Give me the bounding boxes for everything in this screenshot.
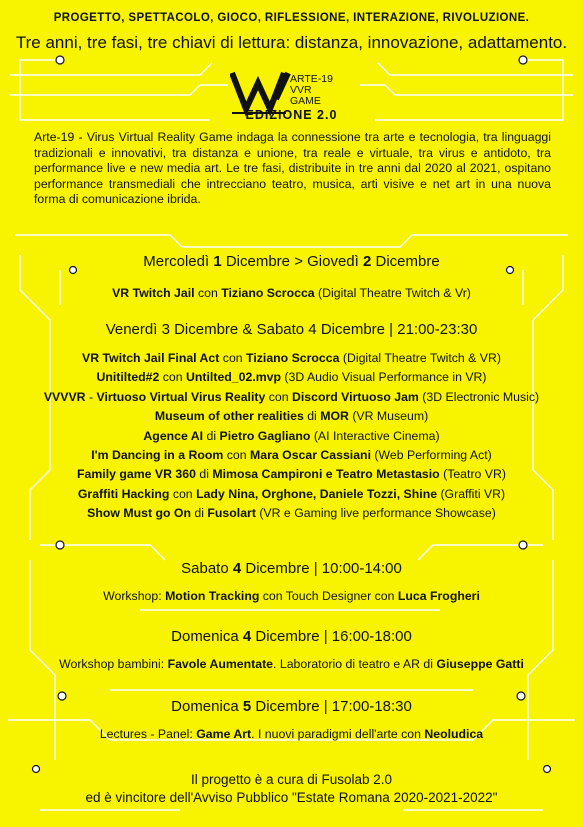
schedule-event xyxy=(0,658,583,670)
text-run: . I nuovi paradigmi dell'arte con xyxy=(251,727,425,741)
text-run: con xyxy=(223,448,250,462)
schedule-event xyxy=(0,468,583,480)
text-run: Workshop bambini: xyxy=(59,657,168,671)
text-run: di xyxy=(191,506,208,521)
text-run: Domenica xyxy=(171,698,243,715)
highlight-text: Favole Aumentate xyxy=(167,657,274,671)
highlight-text: Giuseppe Gatti xyxy=(436,657,524,671)
logo-text-line: GAME xyxy=(290,95,321,107)
logo-text-line: VVR xyxy=(290,84,312,96)
subtitle: Tre anni, tre fasi, tre chiavi di lettura: distanza, innovazione, adattamento. xyxy=(15,33,568,52)
highlight-text: I'm Dancing in a Room xyxy=(91,448,224,462)
highlight-text: 5 xyxy=(242,698,252,715)
highlight-text: Untilted_02.mvp xyxy=(186,370,282,385)
text-run: (Graffiti VR) xyxy=(437,486,506,501)
schedule-event xyxy=(0,507,583,519)
schedule-event xyxy=(0,352,583,364)
highlight-text: 2 xyxy=(362,253,372,270)
highlight-text: Museum of other realities xyxy=(154,409,304,424)
text-run: (Teatro VR) xyxy=(439,467,506,482)
logo-text-line: ARTE-19 xyxy=(290,73,333,85)
text-run: Dicembre | 10:00-14:00 xyxy=(241,560,402,577)
highlight-text: Agence AI xyxy=(143,428,204,443)
highlight-text: Show Must go On xyxy=(87,506,191,521)
schedule-date xyxy=(0,628,583,645)
schedule-event xyxy=(0,728,583,740)
footer-curator: Il progetto è a cura di Fusolab 2.0 xyxy=(190,772,393,787)
highlight-text: Family game VR 360 xyxy=(77,467,196,482)
text-run: di xyxy=(195,467,213,482)
intro-paragraph: Arte-19 - Virus Virtual Reality Game indaga la connessione tra arte e tecnologia, tra linguaggi tradizionali e innovativi, tra distanza e unione, tra reale e virtuale, tra virus e antidoto, tra performance live e new media art. Le tre fasi, distribuite in tre anni dal 2020 al 2021, ospitano performance transmediali che intrecciano teatro, musica, arti visive e net art in una nuova forma di comunicazione ibrida. xyxy=(34,130,551,207)
highlight-text: Tiziano Scrocca xyxy=(221,286,315,300)
highlight-text: Unitilted#2 xyxy=(96,370,160,385)
text-run: Lectures - Panel: xyxy=(99,727,197,741)
highlight-text: VVVVR xyxy=(43,389,86,404)
text-run: (3D Electronic Music) xyxy=(418,389,540,404)
text-run: (3D Audio Visual Performance in VR) xyxy=(281,370,487,385)
schedule-event xyxy=(0,449,583,461)
text-run: di xyxy=(303,409,321,424)
highlight-text: 1 xyxy=(213,253,222,270)
highlight-text: Discord Virtuoso Jam xyxy=(291,389,419,404)
text-run: (VR e Gaming live performance Showcase) xyxy=(255,506,496,521)
highlight-text: Fusolart xyxy=(207,506,256,521)
highlight-text: Tiziano Scrocca xyxy=(246,351,340,365)
text-run: Domenica xyxy=(171,628,243,645)
highlight-text: Neoludica xyxy=(424,727,484,741)
text-run: Dicembre xyxy=(371,253,440,270)
text-run: (Web Performing Act) xyxy=(371,448,492,462)
schedule-event xyxy=(0,287,583,299)
highlight-text: VR Twitch Jail xyxy=(112,286,195,300)
text-run: . Laboratorio di teatro e AR di xyxy=(273,657,437,671)
text-run: (Digital Theatre Twitch & VR) xyxy=(339,351,501,365)
schedule-event xyxy=(0,391,583,403)
text-run: - xyxy=(85,389,97,404)
footer xyxy=(0,771,583,807)
text-run: (Digital Theatre Twitch & Vr) xyxy=(314,286,471,300)
text-run: Sabato xyxy=(181,560,233,577)
schedule-event xyxy=(0,371,583,383)
tagline: PROGETTO, SPETTACOLO, GIOCO, RIFLESSIONE, INTERAZIONE, RIVOLUZIONE. xyxy=(53,12,530,24)
text-run: con Touch Designer con xyxy=(259,589,398,603)
text-run: con xyxy=(169,486,197,501)
text-run: con xyxy=(159,370,187,385)
schedule-event xyxy=(0,590,583,602)
text-run: con xyxy=(194,286,222,300)
schedule-event xyxy=(0,430,583,442)
highlight-text: Graffiti Hacking xyxy=(77,486,170,501)
highlight-text: VR Twitch Jail Final Act xyxy=(82,351,220,365)
schedule-date xyxy=(0,560,583,577)
highlight-text: Lady Nina, Orghone, Daniele Tozzi, Shine xyxy=(196,486,438,501)
schedule-date xyxy=(0,698,583,715)
text-run: Venerdì 3 Dicembre & Sabato 4 Dicembre | 21:00-23:30 xyxy=(105,321,478,338)
text-run: Dicembre > Giovedì xyxy=(221,253,363,270)
text-run: Mercoledì xyxy=(143,253,214,270)
text-run: (AI Interactive Cinema) xyxy=(310,428,440,443)
highlight-text: Virtuoso Virtual Virus Reality xyxy=(96,389,266,404)
text-run: Workshop: xyxy=(103,589,166,603)
edition-label: EDIZIONE 2.0 xyxy=(245,108,338,122)
highlight-text: Mimosa Campironi e Teatro Metastasio xyxy=(212,467,440,482)
schedule-event xyxy=(0,410,583,422)
schedule-date xyxy=(0,321,583,338)
highlight-text: Luca Frogheri xyxy=(397,589,480,603)
highlight-text: 4 xyxy=(242,628,252,645)
highlight-text: 4 xyxy=(232,560,242,577)
text-run: di xyxy=(203,428,220,443)
footer-award: ed è vincitore dell'Avviso Pubblico "Estate Romana 2020-2021-2022" xyxy=(85,790,498,806)
text-run: con xyxy=(265,389,292,404)
highlight-text: MOR xyxy=(320,409,349,424)
highlight-text: Motion Tracking xyxy=(165,589,260,603)
schedule-event xyxy=(0,488,583,500)
highlight-text: Pietro Gagliano xyxy=(219,428,311,443)
text-run: Dicembre | 16:00-18:00 xyxy=(251,628,412,645)
schedule-date xyxy=(0,253,583,270)
text-run: con xyxy=(219,351,247,365)
highlight-text: Mara Oscar Cassiani xyxy=(250,448,371,462)
text-run: Dicembre | 17:00-18:30 xyxy=(251,698,412,715)
highlight-text: Game Art xyxy=(196,727,252,741)
text-run: (VR Museum) xyxy=(348,409,429,424)
